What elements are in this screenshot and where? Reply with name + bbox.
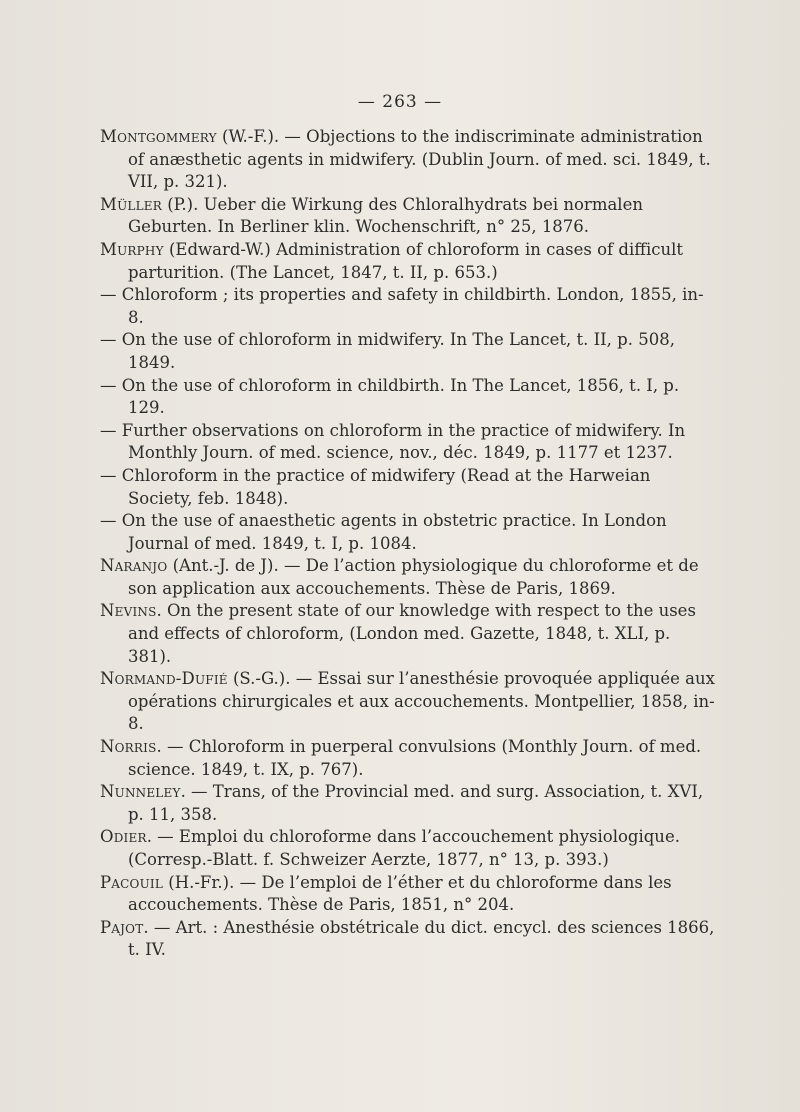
entry-author: Nevins [100, 601, 157, 621]
entry-author: Nunneley [100, 782, 181, 802]
entry-text: (W.-F.). — Objections to the indiscriminate administration of anæsthetic agents in midwifery. (Dublin Journ. of med. sci. 1849, t. VII, p. 321). [128, 127, 711, 192]
entry-author: Müller [100, 194, 162, 214]
bibliography-entry [100, 329, 715, 374]
entry-text: — Further observations on chloroform in the practice of midwifery. In Monthly Journ. of med. science, nov., déc. 1849, p. 1177 et 1237. [100, 420, 686, 463]
entry-text: (S.-G.). — Essai sur l’anesthésie provoquée appliquée aux opérations chirurgicales et aux accouchements. Montpellier, 1858, in-8. [128, 669, 715, 734]
bibliography-entry [100, 465, 715, 510]
entry-author: Naranjo [100, 556, 168, 576]
entry-author: Pacouil [100, 872, 164, 892]
entry-text: . — Trans, of the Provincial med. and surg. Association, t. XVI, p. 11, 358. [128, 782, 704, 824]
bibliography-entry [100, 826, 715, 871]
bibliography-entry [100, 284, 715, 329]
bibliography-entry [100, 668, 715, 736]
page-number: — 263 — [357, 92, 443, 112]
entry-author: Murphy [100, 239, 164, 259]
entry-text: — Chloroform ; its properties and safety in childbirth. London, 1855, in-8. [100, 285, 704, 327]
bibliography-entry [100, 736, 715, 781]
entry-author: Norris [100, 737, 157, 757]
entry-text: — On the use of chloroform in midwifery. In The Lancet, t. II, p. 508, 1849. [100, 330, 675, 372]
bibliography-entry [100, 781, 715, 826]
entry-text: (H.-Fr.). — De l’emploi de l’éther et du chloroforme dans les accouchements. Thèse de Paris, 1851, n° 204. [128, 872, 672, 915]
bibliography-list [100, 126, 715, 962]
bibliography-entry [100, 600, 715, 668]
entry-text: . On the present state of our knowledge with respect to the uses and effects of chloroform, (London med. Gazette, 1848, t. XLI, p. 381). [128, 601, 696, 666]
bibliography-entry [100, 194, 715, 239]
entry-text: (P.). Ueber die Wirkung des Chloralhydrats bei normalen Geburten. In Berliner klin. Wochenschrift, n° 25, 1876. [128, 194, 643, 237]
entry-author: Odier [100, 827, 147, 847]
bibliography-entry [100, 126, 715, 194]
entry-text: — Chloroform in the practice of midwifery (Read at the Harweian Society, feb. 1848). [100, 465, 651, 508]
bibliography-entry [100, 375, 715, 420]
entry-text: (Edward-W.) Administration of chloroform in cases of difficult parturition. (The Lancet, 1847, t. II, p. 653.) [128, 239, 684, 282]
entry-text: . — Chloroform in puerperal convulsions (Monthly Journ. of med. science. 1849, t. IX, p. 767). [128, 737, 702, 779]
entry-text: — On the use of chloroform in childbirth. In The Lancet, 1856, t. I, p. 129. [100, 375, 680, 418]
entry-author: Pajot [100, 917, 144, 937]
bibliography-entry [100, 420, 715, 465]
entry-text: — On the use of anaesthetic agents in obstetric practice. In London Journal of med. 1849, t. I, p. 1084. [100, 511, 667, 553]
bibliography-entry [100, 510, 715, 555]
entry-text: (Ant.-J. de J). — De l’action physiologique du chloroforme et de son application aux accouchements. Thèse de Paris, 1869. [128, 556, 699, 598]
entry-text: . — Emploi du chloroforme dans l’accouchement physiologique. (Corresp.-Blatt. f. Schweizer Aerzte, 1877, n° 13, p. 393.) [128, 827, 680, 869]
entry-text: . — Art. : Anesthésie obstétricale du dict. encycl. des sciences 1866, t. IV. [128, 917, 715, 960]
bibliography-entry [100, 872, 715, 917]
entry-author: Normand-Dufié [100, 669, 228, 689]
bibliography-entry [100, 555, 715, 600]
entry-author: Montgommery [100, 127, 217, 146]
bibliography-entry [100, 917, 715, 962]
bibliography-entry [100, 239, 715, 284]
